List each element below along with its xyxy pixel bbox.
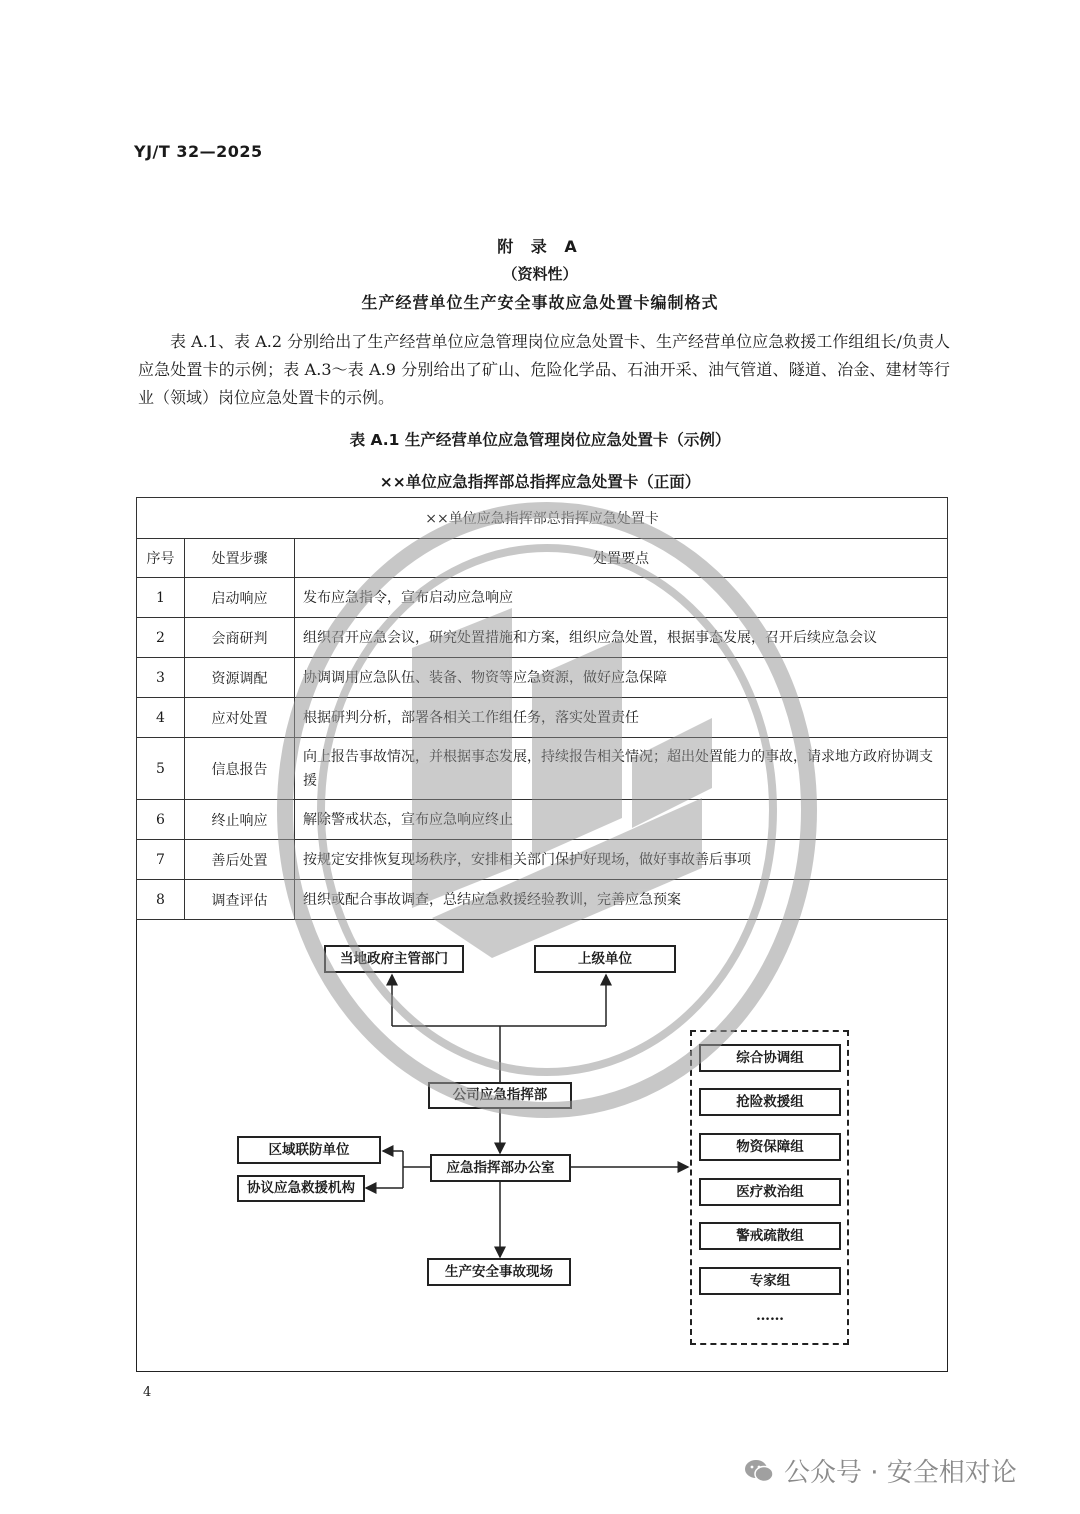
row-no: 4 [137,698,185,738]
row-key: 组织或配合事故调查，总结应急救援经验教训，完善应急预案 [295,880,948,920]
groups-ellipsis: …… [756,1308,784,1324]
emergency-card-table [136,497,948,920]
table-row [137,800,948,840]
row-key: 协调调用应急队伍、装备、物资等应急资源，做好应急保障 [295,658,948,698]
box-hq-office: 应急指挥部办公室 [430,1154,571,1182]
row-key: 向上报告事故情况，并根据事态发展，持续报告相关情况；超出处置能力的事故，请求地方政府协调支援 [295,738,948,800]
wechat-watermark [744,1452,1017,1489]
row-step: 会商研判 [185,618,295,658]
wechat-icon [744,1458,774,1484]
header-key: 处置要点 [295,539,948,578]
box-accident-scene: 生产安全事故现场 [427,1258,571,1286]
table-row [137,880,948,920]
table-row [137,738,948,800]
row-no: 3 [137,658,185,698]
row-no: 6 [137,800,185,840]
box-regional-unit: 区域联防单位 [237,1136,381,1164]
row-no: 8 [137,880,185,920]
page-number: 4 [143,1385,152,1400]
table-row [137,578,948,618]
row-key: 按规定安排恢复现场秩序，安排相关部门保护好现场，做好事故善后事项 [295,840,948,880]
row-key: 组织召开应急会议，研究处置措施和方案，组织应急处置，根据事态发展，召开后续应急会议 [295,618,948,658]
box-local-gov: 当地政府主管部门 [324,945,464,973]
intro-paragraph: 表 A.1、表 A.2 分别给出了生产经营单位应急管理岗位应急处置卡、生产经营单位应急救援工作组组长/负责人应急处置卡的示例；表 A.3～表 A.9 分别给出了矿山、危险化学品、石油开采、油气管道、隧道、冶金、建材等行业（领域）岗位应急处置卡的示例。 [138,332,950,407]
table-row [137,658,948,698]
appendix-nature: （资料性） [502,265,578,283]
box-company-hq: 公司应急指挥部 [428,1082,572,1109]
group-supplies: 物资保障组 [699,1133,841,1161]
group-coordination: 综合协调组 [699,1044,841,1072]
row-key: 发布应急指令，宣布启动应急响应 [295,578,948,618]
document-code: YJ/T 32—2025 [134,142,263,161]
row-step: 信息报告 [185,738,295,800]
group-evacuation: 警戒疏散组 [699,1222,841,1250]
row-no: 1 [137,578,185,618]
table-row [137,618,948,658]
table-row [137,840,948,880]
group-experts: 专家组 [699,1267,841,1295]
row-key: 解除警戒状态，宣布应急响应终止 [295,800,948,840]
appendix-heading: 生产经营单位生产安全事故应急处置卡编制格式 [361,293,719,312]
table-row [137,698,948,738]
card-title: ××单位应急指挥部总指挥应急处置卡 [137,498,948,539]
row-no: 2 [137,618,185,658]
row-step: 资源调配 [185,658,295,698]
group-medical: 医疗救治组 [699,1178,841,1206]
row-step: 应对处置 [185,698,295,738]
group-rescue: 抢险救援组 [699,1088,841,1116]
row-step: 启动响应 [185,578,295,618]
row-no: 5 [137,738,185,800]
card-caption: ××单位应急指挥部总指挥应急处置卡（正面） [379,473,701,491]
row-step: 善后处置 [185,840,295,880]
row-no: 7 [137,840,185,880]
table-caption: 表 A.1 生产经营单位应急管理岗位应急处置卡（示例） [349,431,731,449]
appendix-title: 附 录 A [497,237,583,256]
box-agreement-agency: 协议应急救援机构 [237,1175,365,1202]
row-step: 终止响应 [185,800,295,840]
header-step: 处置步骤 [185,539,295,578]
row-step: 调查评估 [185,880,295,920]
row-key: 根据研判分析，部署各相关工作组任务，落实处置责任 [295,698,948,738]
header-no: 序号 [137,539,185,578]
wechat-label: 公众号 · 安全相对论 [784,1458,1017,1488]
box-superior: 上级单位 [534,945,676,973]
